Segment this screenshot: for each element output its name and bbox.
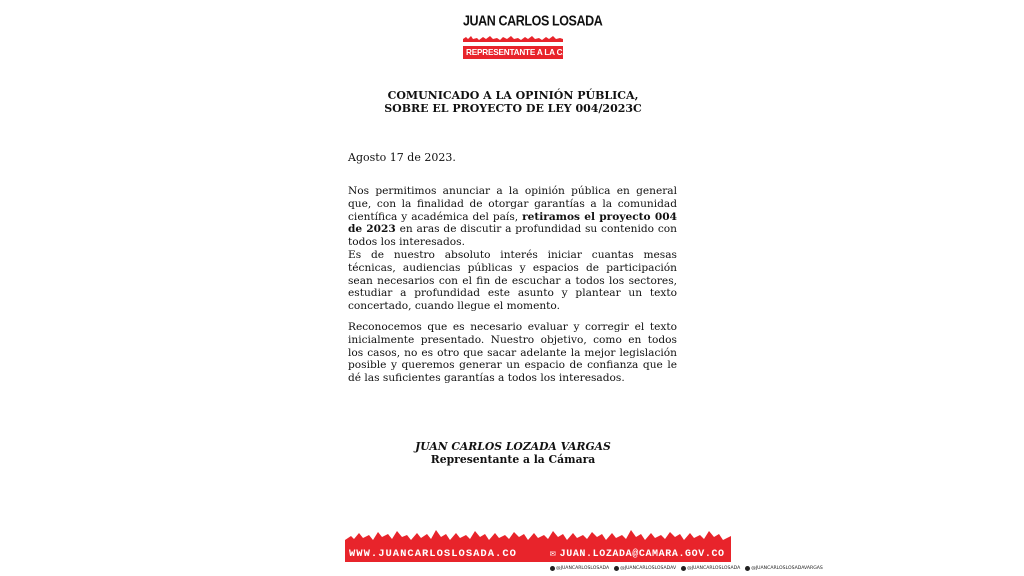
document-date: Agosto 17 de 2023. [348,151,456,164]
social-link-twitter[interactable] [550,566,609,571]
footer-email-link[interactable] [550,548,725,560]
facebook-icon [681,566,686,571]
instagram-icon [614,566,619,571]
title-line-2: SOBRE EL PROYECTO DE LEY 004/2023C [384,102,642,115]
signature-name: JUAN CARLOS LOZADA VARGAS [415,440,611,453]
social-link-youtube[interactable] [745,566,823,571]
paragraph-3: Reconocemos que es necesario evaluar y corregir el texto inicialmente presentado. Nuestro objetivo, como en todos los casos, no es otro que sacar adelante la mejor legislación posible y queremos generar un espacio de confianza que le dé las suficientes garantías a todos los interesados. [348,321,677,385]
paragraph-1-text-b: en aras de discutir a profundidad su contenido con todos los interesados. [348,223,677,249]
title-line-1: COMUNICADO A LA OPINIÓN PÚBLICA, [387,89,639,102]
social-link-instagram[interactable] [614,566,676,571]
social-link-facebook[interactable] [681,566,740,571]
paragraph-1 [348,185,677,249]
logo-name: JUAN CARLOS LOSADA [463,13,603,30]
twitter-icon [550,566,555,571]
footer [345,528,823,574]
document-title [348,89,678,115]
youtube-icon [745,566,750,571]
paragraph-2: Es de nuestro absoluto interés iniciar cuantas mesas técnicas, audiencias públicas y espacios de participación sean necesarios con el fin de escuchar a todos los sectores, estudiar a profundidad este asunto y plantear un texto concertado, cuando llegue el momento. [348,249,677,313]
social-handle: @JUANCARLOSLOSADAVARGAS [751,566,823,571]
footer-website-link[interactable]: WWW.JUANCARLOSLOSADA.CO [349,548,517,560]
logo-silhouette-art [463,34,563,42]
social-handle: @JUANCARLOSLOSADA [556,566,610,571]
social-handle: @JUANCARLOSLOSADAV [620,566,677,571]
paragraph-1-bold: retiramos el proyecto 004 de 2023 [348,210,677,236]
paragraph-1-text-a: Nos permitimos anunciar a la opinión pública en general que, con la finalidad de otorgar garantías a la comunidad científica y académica del país, [348,185,677,223]
signature-role: Representante a la Cámara [430,453,596,466]
email-icon: ✉ [550,549,557,560]
footer-social-links [550,564,823,573]
social-handle: @JUANCARLOSLOSADA [687,566,741,571]
logo-banner: REPRESENTANTE A LA CÁMARA [463,46,563,59]
footer-email-text: JUAN.LOZADA@CAMARA.GOV.CO [559,549,725,560]
footer-silhouette-art [345,528,731,548]
header-logo [463,13,603,59]
signature-block [348,440,678,466]
